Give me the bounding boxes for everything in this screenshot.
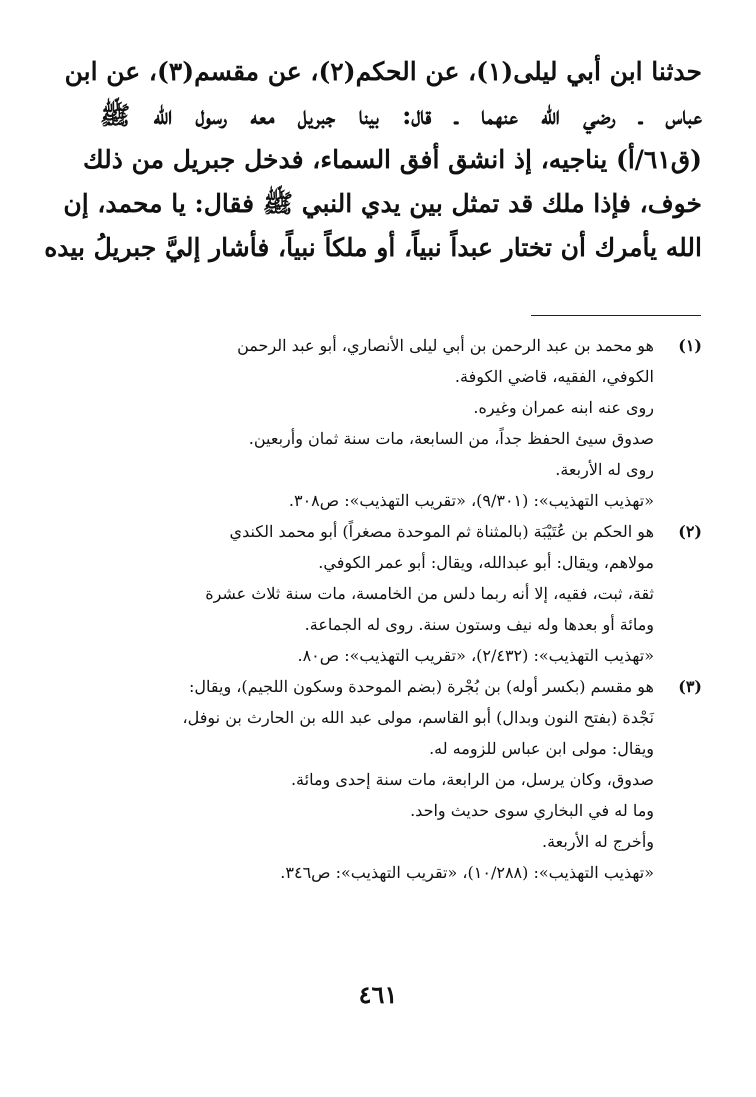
footnote-number: (٢)	[678, 522, 702, 541]
footnote-line: وما له في البخاري سوى حديث واحد.	[410, 801, 654, 820]
main-text	[44, 50, 702, 270]
footnote-line: هو مقسم (بكسر أوله) بن بُجْرة (بضم الموحدة وسكون اللجيم)، ويقال:	[189, 677, 654, 696]
main-text-line: الله يأمرك أن تختار عبداً نبياً، أو ملكاً نبياً، فأشار إليَّ جبريلُ بيده	[44, 233, 702, 262]
footnote-line: روى له الأربعة.	[555, 460, 654, 479]
footnote-2	[100, 516, 702, 671]
main-text-line: (ق٦١/أ) يناجيه، إذ انشق أفق السماء، فدخل جبريل من ذلك	[83, 145, 702, 174]
footnote-number: (٣)	[678, 677, 702, 696]
page-number: ٤٦١	[358, 980, 398, 1009]
footnote-source: «تهذيب التهذيب»: (١٠/٢٨٨)، «تقريب التهذيب»: ص٣٤٦.	[280, 863, 654, 882]
footnote-line: صدوق سيئ الحفظ جداً، من السابعة، مات سنة ثمان وأربعين.	[248, 429, 654, 448]
footnote-line: صدوق، وكان يرسل، من الرابعة، مات سنة إحدى ومائة.	[290, 770, 654, 789]
footnote-line: وأخرج له الأربعة.	[542, 832, 654, 851]
footnote-number: (١)	[678, 336, 702, 355]
footnote-line: مولاهم، ويقال: أبو عبدالله، ويقال: أبو عمر الكوفي.	[318, 553, 654, 572]
footnote-line: ثقة، ثبت، فقيه، إلا أنه ربما دلس من الخامسة، مات سنة ثلاث عشرة	[205, 584, 654, 603]
footnote-source: «تهذيب التهذيب»: (٩/٣٠١)، «تقريب التهذيب»: ص٣٠٨.	[288, 491, 654, 510]
main-text-line: خوف، فإذا ملك قد تمثل بين يدي النبي ﷺ فقال: يا محمد، إن	[63, 189, 702, 218]
footnote-divider	[531, 315, 701, 316]
main-text-line: عباس ـ رضي الله عنهما ـ قال: بينا جبريل معه رسول الله ﷺ	[100, 101, 702, 130]
footnote-source: «تهذيب التهذيب»: (٢/٤٣٢)، «تقريب التهذيب»: ص٨٠.	[297, 646, 654, 665]
footnote-line: ويقال: مولى ابن عباس للزومه له.	[429, 739, 654, 758]
footnotes	[100, 330, 702, 888]
footnote-1	[100, 330, 702, 516]
footnote-line: هو الحكم بن عُتَيْبَة (بالمثناة ثم الموحدة مصغراً) أبو محمد الكندي	[229, 522, 654, 541]
footnote-line: نَجْدة (بفتح النون وبدال) أبو القاسم، مولى عبد الله بن الحارث بن نوفل،	[182, 708, 654, 727]
footnote-line: روى عنه ابنه عمران وغيره.	[473, 398, 654, 417]
footnote-line: هو محمد بن عبد الرحمن بن أبي ليلى الأنصاري، أبو عبد الرحمن	[237, 336, 654, 355]
footnote-line: الكوفي، الفقيه، قاضي الكوفة.	[454, 367, 654, 386]
footnote-3	[100, 671, 702, 888]
footnote-line: ومائة أو بعدها وله نيف وستون سنة. روى له الجماعة.	[304, 615, 654, 634]
main-text-line: حدثنا ابن أبي ليلى(١)، عن الحكم(٢)، عن مقسم(٣)، عن ابن	[64, 57, 702, 86]
